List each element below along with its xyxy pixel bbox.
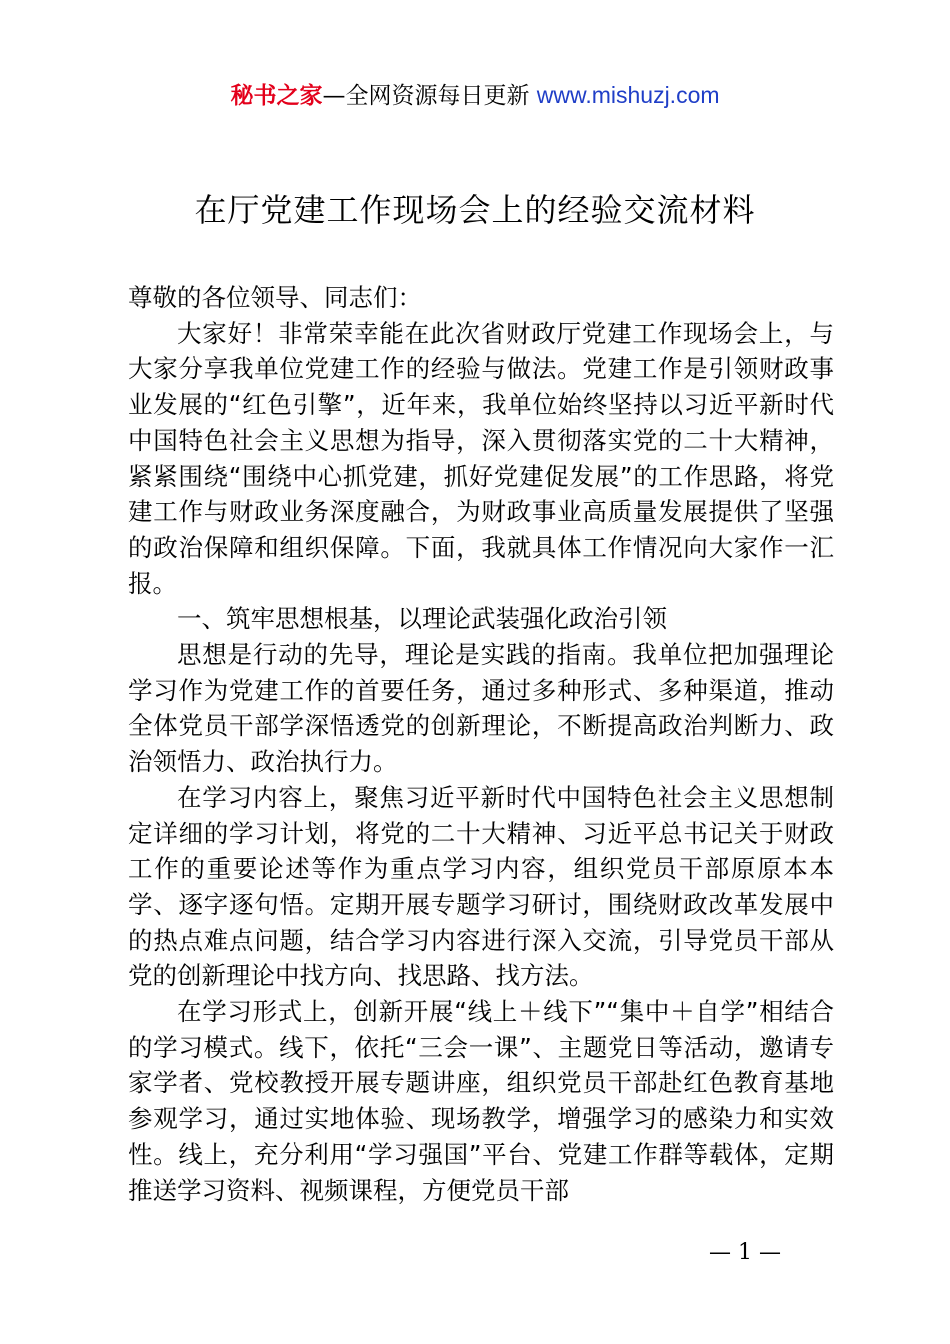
page-number: — 1 — (709, 1240, 781, 1265)
paragraph: 思想是行动的先导，理论是实践的指南。我单位把加强理论学习作为党建工作的首要任务，通过多种形式、多种渠道，推动全体党员干部学深悟透党的创新理论，不断提高政治判断力、政治领悟力、政治执行力。 (128, 640, 834, 777)
site-url-link[interactable]: www.mishuzj.com (536, 82, 720, 108)
document-title: 在厅党建工作现场会上的经验交流材料 (194, 191, 756, 229)
document-body (128, 280, 834, 1208)
banner-tagline: —全网资源每日更新 (322, 83, 537, 109)
paragraph-intro: 大家好！非常荣幸能在此次省财政厅党建工作现场会上，与大家分享我单位党建工作的经验与做法。党建工作是引领财政事业发展的“红色引擎”，近年来，我单位始终坚持以习近平新时代中国特色社会主义思想为指导，深入贯彻落实党的二十大精神，紧紧围绕“围绕中心抓党建，抓好党建促发展”的工作思路，将党建工作与财政业务深度融合，为财政事业高质量发展提供了坚强的政治保障和组织保障。下面，我就具体工作情况向大家作一汇报。 (128, 318, 834, 598)
brand-name: 秘书之家 (230, 83, 323, 109)
section-heading-1: 一、筑牢思想根基，以理论武装强化政治引领 (177, 604, 667, 634)
paragraph: 在学习形式上，创新开展“线上＋线下”“集中＋自学”相结合的学习模式。线下，依托“三会一课”、主题党日等活动，邀请专家学者、党校教授开展专题讲座，组织党员干部赴红色教育基地参观学习，通过实地体验、现场教学，增强学习的感染力和实效性。线上，充分利用“学习强国”平台、党建工作群等载体，定期推送学习资料、视频课程，方便党员干部 (128, 997, 834, 1205)
paragraph: 在学习内容上，聚焦习近平新时代中国特色社会主义思想制定详细的学习计划，将党的二十大精神、习近平总书记关于财政工作的重要论述等作为重点学习内容，组织党员干部原原本本学、逐字逐句悟。定期开展专题学习研讨，围绕财政改革发展中的热点难点问题，结合学习内容进行深入交流，引导党员干部从党的创新理论中找方向、找思路、找方法。 (128, 782, 834, 991)
site-banner (0, 78, 950, 113)
salutation: 尊敬的各位领导、同志们： (128, 283, 422, 312)
